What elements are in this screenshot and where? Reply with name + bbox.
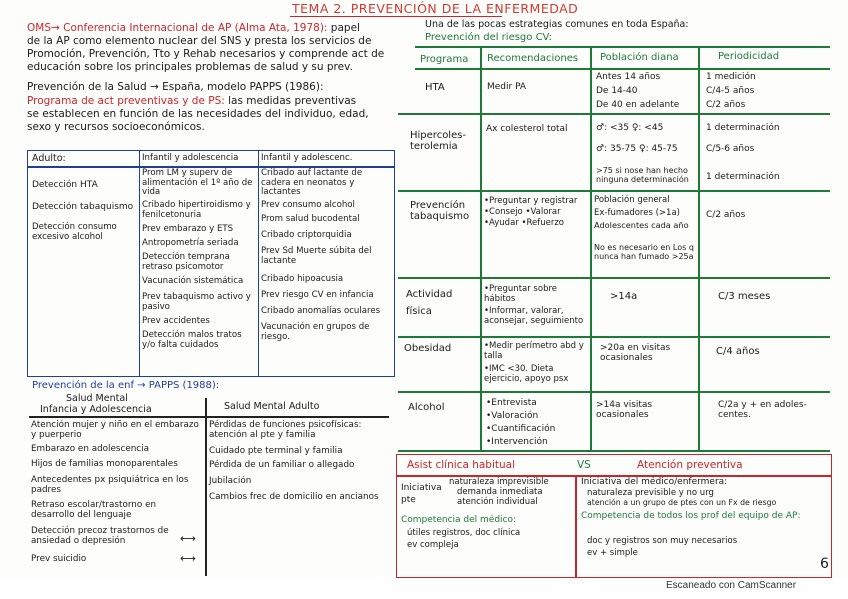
intro-line-6 [27,95,356,107]
intro-line-4: educación sobre los principales problemas de salud y su prev. [27,61,353,73]
header-infantil-2: Infantil y adolescenc. [261,153,353,163]
comparison-box [396,454,832,578]
cv-rec: •Consejo •Valorar [484,207,561,217]
intro-line-1-rest: papel [327,22,360,34]
mental-child-item: Atención mujer y niño en el embarazo y puerperio [31,420,199,440]
mental-child-item: Embarazo en adolescencia [31,444,149,454]
cv-rec: •Ayudar •Refuerzo [484,218,565,228]
mental-divider [205,398,207,576]
camscanner-footer: Escaneado con CamScanner [666,580,797,591]
cv-per: 1 medición [706,72,756,82]
cv-pop: >14a visitas ocasionales [596,400,653,420]
infant2-item: Prom salud bucodental [261,214,360,224]
comparison-left-title: Asist clínica habitual [407,459,516,471]
cv-program: Hipercoles-terolemia [410,130,467,152]
cv-grid-line [398,336,830,338]
cv-header-programa: Programa [420,54,469,65]
right-item: atención a un grupo de ptes con un Fx de riesgo [587,498,777,507]
right-comp-item: ev + simple [587,548,638,558]
cv-per: 1 determinación [706,172,780,182]
infant-item: Detección malos tratos y/o falta cuidados [142,330,242,350]
header-adulto: Adulto: [32,153,66,164]
left-item: atención individual [457,497,538,507]
cv-rec: •Cuantificación [486,424,556,434]
table-divider [258,151,259,376]
mental-adult-item: Jubilación [209,476,252,486]
intro-line-7: se establecen en función de las necesidades del individuo, edad, [27,108,369,120]
left-comp-item: ev compleja [407,540,459,550]
cv-per: C/2 años [706,210,746,220]
cv-grid-line [398,277,830,279]
title-underline [290,16,502,17]
intro-line-3: Promoción, Prevención, Tto y Rehab necesarios y comprende act de [27,48,385,60]
cv-grid-col [698,46,700,450]
cv-per: C/3 meses [718,291,771,302]
left-item: demanda inmediata [457,487,543,497]
cv-pop: Adolescentes cada año [594,220,689,230]
cv-grid-col [590,46,592,450]
oms-heading: OMS→ Conferencia Internacional de AP (Alma Ata, 1978): [27,22,328,34]
mental-adult-item: Pérdidas de funciones psicofísicas: atención al pte y familia [209,420,362,440]
cv-grid-line [398,391,830,393]
comparison-divider [575,475,577,577]
page-mark: 6 [820,556,829,572]
infant-item: Prev tabaquismo activo y pasivo [142,292,251,312]
right-comp-item: doc y registros son muy necesarios [587,536,738,546]
cv-pop: >20a en visitas ocasionales [600,343,671,363]
cv-pop: ♂: <35 ♀: <45 [596,123,664,133]
intro-line-1 [27,22,360,34]
page-title: TEMA 2. PREVENCIÓN DE LA ENFERMEDAD [292,1,579,16]
papps-activities-table [27,150,395,377]
cv-program: HTA [425,82,445,93]
cv-per: C/4 años [716,346,760,357]
cv-program: Actividad física [406,289,453,317]
mental-adult-item: Cuidado pte terminal y familia [209,446,343,456]
cv-rec: Medir PA [487,82,527,92]
intro-line-2: de la AP como elemento nuclear del SNS y presta los servicios de [27,35,372,47]
cv-heading: Prevención del riesgo CV: [425,32,552,43]
left-comp-item: útiles registros, doc clínica [407,528,521,538]
infant2-item: Cribado hipoacusia [261,274,344,284]
cv-pop: Ex-fumadores (>1a) [594,208,680,218]
mental-child-item: Detección precoz trastornos de ansiedad o depresión [31,526,169,546]
mental-child-item: Hijos de familias monoparentales [31,459,178,469]
cv-rec: Ax colesterol total [486,124,568,134]
cv-grid-line [415,46,830,48]
left-initiative: Iniciativa pte [401,483,442,505]
cv-per: C/5-6 años [706,144,755,154]
mental-child-item: Antecedentes px psiquiátrica en los padres [31,475,189,495]
arrow-icon: ⟷ [180,532,196,545]
infant2-item: Prev consumo alcohol [261,200,355,210]
cv-header-poblacion: Población diana [600,52,679,63]
cv-rec: •IMC <30. Dieta ejercicio, apoyo psx [484,364,569,384]
infant-item: Vacunación sistemática [142,276,244,286]
cv-header-recomendaciones: Recomendaciones [487,53,579,64]
right-competence: Competencia de todos los prof del equipo de AP: [581,511,801,521]
comparison-vs: VS [577,459,591,471]
infant2-item: Prev Sd Muerte súbita del lactante [261,246,372,266]
adult-item: Detección HTA [32,180,98,190]
cv-rec: •Informar, valorar, aconsejar, seguimiento [484,306,584,326]
mental-col1-head-1: Salud Mental [66,393,128,404]
infant2-item: Cribado auf lactante de cadera en neonatos y lactantes [261,168,363,198]
programa-label: Programa de act preventivas y de PS: [27,95,225,107]
intro-line-8: sexo y recursos socioeconómicos. [27,121,205,133]
cv-per: C/4-5 años [706,86,755,96]
cv-rec: •Preguntar sobre hábitos [484,284,557,304]
papps-heading: Prevención de la Salud → España, modelo PAPPS (1986): [27,81,324,93]
cv-rec: •Medir perímetro abd y talla [484,341,584,361]
infant2-item: Cribado criptorquidia [261,230,352,240]
adult-item: Detección consumo excesivo alcohol [32,222,117,242]
table-divider [139,151,140,376]
mental-child-item: Prev suicidio [31,554,87,564]
cv-program: Prevención tabaquismo [410,200,470,222]
cv-pop: Antes 14 años [596,72,661,82]
cv-per: 1 determinación [706,123,780,133]
header-infantil-1: Infantil y adolescencia [142,153,239,163]
cv-pop: No es necesario en Los q nunca han fumado >25a [594,243,694,261]
left-competence: Competencia del médico: [401,515,517,525]
right-initiative: Iniciativa del médico/enfermera: [581,477,728,487]
left-item: naturaleza imprevisible [449,477,549,487]
cv-pop: Población general [594,195,670,205]
mental-adult-item: Cambios frec de domicilio en ancianos [209,492,379,502]
right-item: naturaleza previsible y no urg [587,488,714,498]
intro-line-6-rest: las medidas preventivas [224,95,357,107]
cv-intro: Una de las pocas estrategias comunes en toda España: [425,19,689,30]
mental-col1-head-2: Infancia y Adolescencia [40,404,152,415]
cv-per: C/2a y + en adoles-centes. [718,400,807,420]
mental-adult-item: Pérdida de un familiar o allegado [209,460,355,470]
cv-rec: •Preguntar y registrar [484,196,578,206]
cv-pop: De 40 en adelante [596,100,680,110]
arrow-icon: ⟷ [180,552,196,565]
comparison-right-title: Atención preventiva [637,459,743,471]
cv-per: C/2 años [706,100,746,110]
mental-header-line [29,416,389,418]
cv-rec: •Intervención [486,437,548,447]
cv-grid-line [398,113,830,115]
cv-grid-line [398,190,830,192]
cv-pop: >75 si nose han hecho ninguna determinación [596,166,689,184]
cv-grid-col [480,46,482,450]
cv-pop: >14a [610,291,638,302]
mental-child-item: Retraso escolar/trastorno en desarrollo del lenguaje [31,500,157,520]
infant2-item: Cribado anomalías oculares [261,306,381,316]
infant-item: Cribado hipertiroidismo y fenilcetonuria [142,200,251,220]
infant-item: Prev embarazo y ETS [142,224,234,234]
cv-grid-line [398,450,830,452]
adult-item: Detección tabaquismo [32,202,134,212]
infant2-item: Prev riesgo CV en infancia [261,290,374,300]
infant2-item: Vacunación en grupos de riesgo. [261,322,370,342]
infant-item: Detección temprana retraso psicomotor [142,252,230,272]
cv-header-periodicidad: Periodicidad [718,51,780,62]
cv-program: Alcohol [408,402,445,413]
cv-rec: •Valoración [486,411,539,421]
infant-item: Prev accidentes [142,316,210,326]
cv-rec: •Entrevista [486,398,537,408]
cv-pop: ♂: 35-75 ♀: 45-75 [596,144,678,154]
mental-heading: Prevención de la enf → PAPPS (1988): [32,380,220,391]
cv-program: Obesidad [404,343,452,354]
infant-item: Antropometría seriada [142,238,239,248]
infant-item: Prom LM y superv de alimentación el 1º año de vida [142,168,253,198]
cv-pop: De 14-40 [596,86,638,96]
cv-grid-line [415,68,830,70]
mental-col2-head: Salud Mental Adulto [224,401,320,412]
